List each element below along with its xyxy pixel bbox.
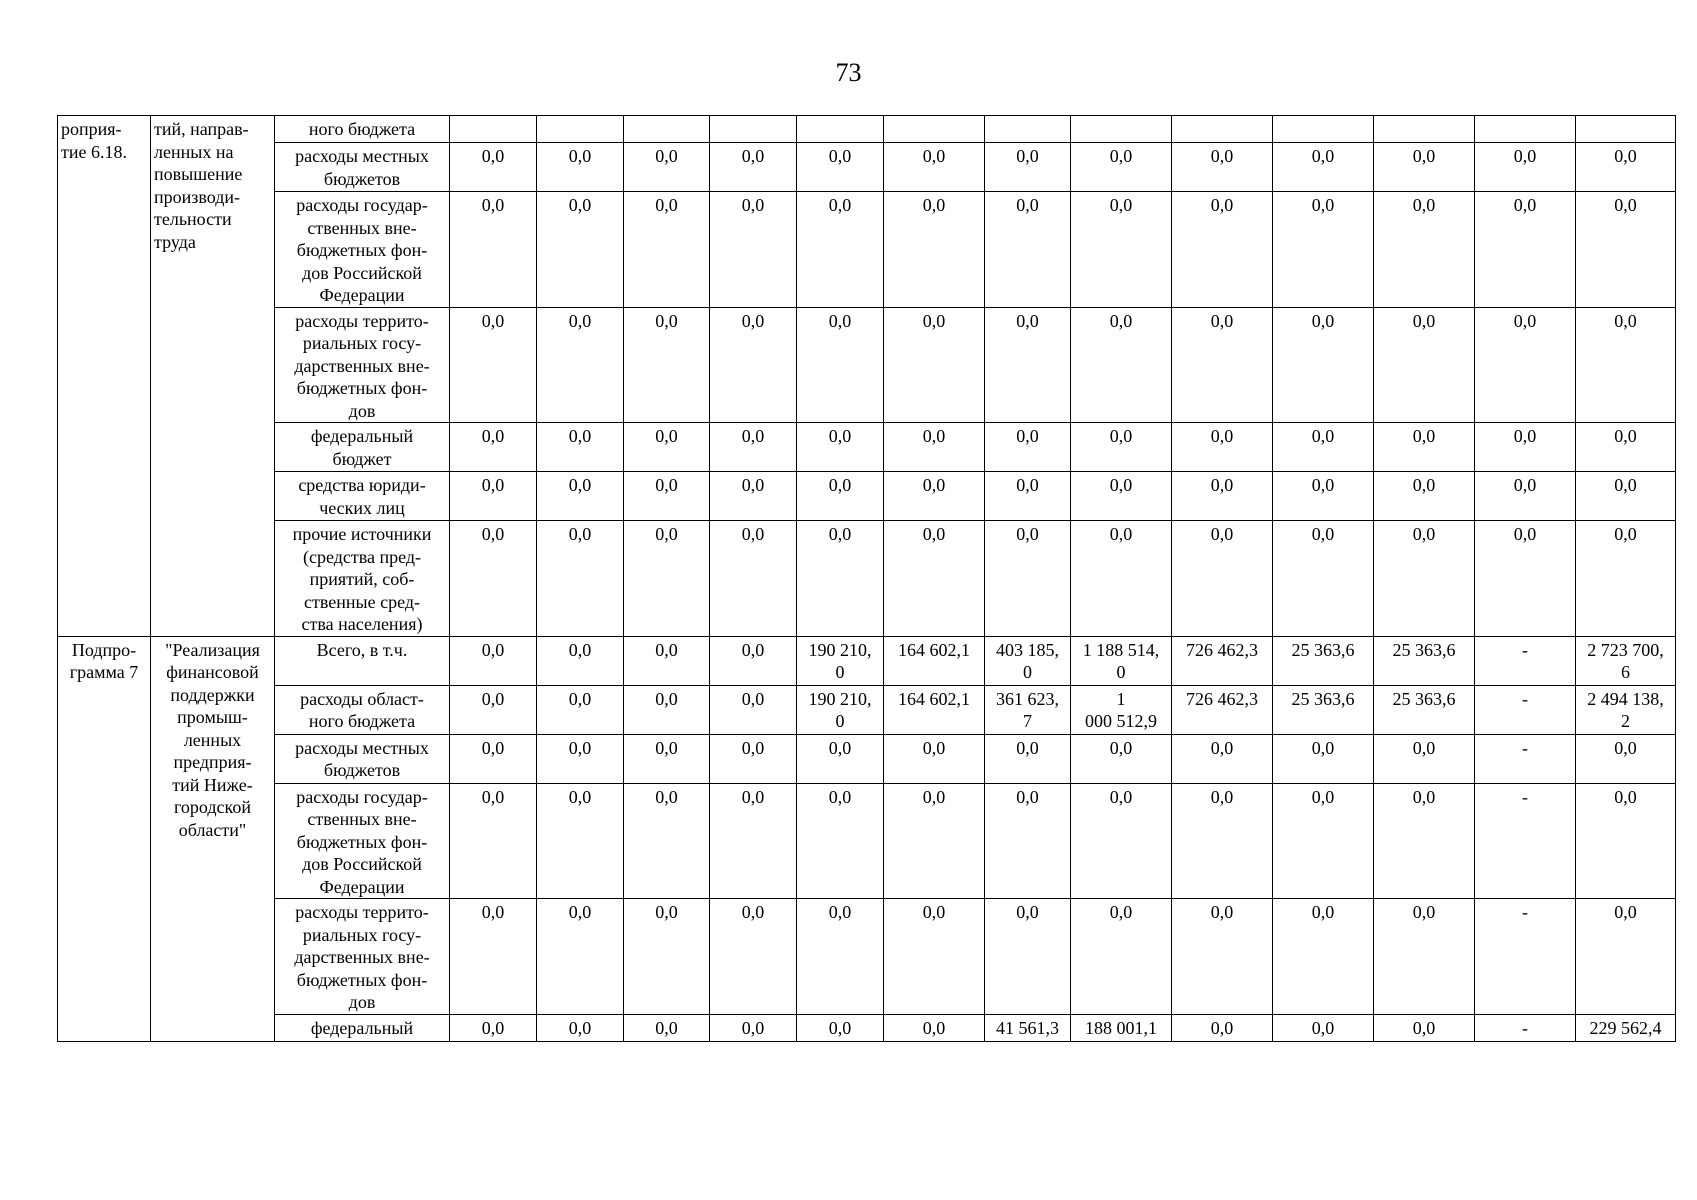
value-cell: 0,0 <box>1374 521 1475 637</box>
value-cell: 0,0 <box>1475 307 1576 423</box>
value-cell: 0,0 <box>710 192 797 308</box>
value-cell <box>1576 116 1676 143</box>
value-cell: 0,0 <box>537 899 624 1015</box>
measure-name-cell: тий, направ- ленных на повышение производи- тельности труда <box>151 116 275 637</box>
funding-source-cell: расходы террито- риальных госу- дарственных вне- бюджетных фон- дов <box>275 307 450 423</box>
value-cell: 0,0 <box>1172 423 1273 472</box>
value-cell: 0,0 <box>624 307 710 423</box>
page-number: 73 <box>835 58 862 87</box>
value-cell: 0,0 <box>1475 472 1576 521</box>
value-cell <box>1273 116 1374 143</box>
value-cell: 0,0 <box>624 783 710 899</box>
value-cell: 0,0 <box>1071 521 1172 637</box>
value-cell: 0,0 <box>1374 192 1475 308</box>
value-cell: 0,0 <box>710 1014 797 1041</box>
value-cell: 0,0 <box>1374 899 1475 1015</box>
value-cell: 0,0 <box>884 521 985 637</box>
value-cell: 0,0 <box>1273 192 1374 308</box>
value-cell: 25 363,6 <box>1374 685 1475 734</box>
value-cell: 0,0 <box>710 521 797 637</box>
table-row <box>58 116 1676 143</box>
value-cell: 361 623, 7 <box>985 685 1071 734</box>
value-cell: 0,0 <box>1576 472 1676 521</box>
value-cell: 188 001,1 <box>1071 1014 1172 1041</box>
value-cell: 0,0 <box>797 307 884 423</box>
table-row <box>58 1014 1676 1041</box>
table-row <box>58 783 1676 899</box>
value-cell: 0,0 <box>450 1014 537 1041</box>
value-cell: 0,0 <box>1374 423 1475 472</box>
value-cell: 2 494 138, 2 <box>1576 685 1676 734</box>
funding-source-cell: прочие источники (средства пред- приятий, соб- ственные сред- ства населения) <box>275 521 450 637</box>
value-cell: 41 561,3 <box>985 1014 1071 1041</box>
value-cell: 25 363,6 <box>1273 636 1374 685</box>
value-cell <box>1071 116 1172 143</box>
funding-source-cell: федеральный <box>275 1014 450 1041</box>
value-cell: 0,0 <box>1071 734 1172 783</box>
value-cell: 726 462,3 <box>1172 636 1273 685</box>
value-cell: 0,0 <box>710 734 797 783</box>
funding-source-cell: расходы местных бюджетов <box>275 143 450 192</box>
value-cell: 0,0 <box>1172 143 1273 192</box>
table-row <box>58 423 1676 472</box>
value-cell: 0,0 <box>1071 307 1172 423</box>
value-cell <box>1172 116 1273 143</box>
value-cell: 0,0 <box>884 307 985 423</box>
value-cell: 0,0 <box>1475 521 1576 637</box>
value-cell: 0,0 <box>797 192 884 308</box>
value-cell: 0,0 <box>1273 783 1374 899</box>
value-cell: 0,0 <box>884 143 985 192</box>
table-body <box>58 116 1676 1042</box>
value-cell: 0,0 <box>450 685 537 734</box>
value-cell: 0,0 <box>624 636 710 685</box>
value-cell: 25 363,6 <box>1374 636 1475 685</box>
value-cell: 0,0 <box>1172 899 1273 1015</box>
value-cell: 0,0 <box>1172 1014 1273 1041</box>
value-cell: 0,0 <box>985 307 1071 423</box>
value-cell: 0,0 <box>624 423 710 472</box>
value-cell: 190 210, 0 <box>797 685 884 734</box>
value-cell: 0,0 <box>537 423 624 472</box>
value-cell <box>884 116 985 143</box>
value-cell: 0,0 <box>797 521 884 637</box>
value-cell: 0,0 <box>985 899 1071 1015</box>
value-cell: 0,0 <box>450 423 537 472</box>
funding-source-cell: расходы государ- ственных вне- бюджетных фон- дов Российской Федерации <box>275 783 450 899</box>
value-cell: 0,0 <box>624 472 710 521</box>
value-cell: 0,0 <box>1273 472 1374 521</box>
value-cell: 0,0 <box>797 423 884 472</box>
value-cell: 0,0 <box>1172 307 1273 423</box>
value-cell: 0,0 <box>1071 423 1172 472</box>
funding-source-cell: Всего, в т.ч. <box>275 636 450 685</box>
value-cell: 0,0 <box>884 734 985 783</box>
funding-source-cell: расходы террито- риальных госу- дарственных вне- бюджетных фон- дов <box>275 899 450 1015</box>
value-cell: 0,0 <box>537 1014 624 1041</box>
funding-source-cell: средства юриди- ческих лиц <box>275 472 450 521</box>
value-cell: 0,0 <box>985 521 1071 637</box>
value-cell: - <box>1475 1014 1576 1041</box>
table-row <box>58 636 1676 685</box>
table-row <box>58 521 1676 637</box>
value-cell: 0,0 <box>1576 783 1676 899</box>
value-cell: 0,0 <box>1273 307 1374 423</box>
value-cell: 0,0 <box>624 899 710 1015</box>
value-cell: 0,0 <box>1071 783 1172 899</box>
table-row <box>58 472 1676 521</box>
value-cell: 0,0 <box>985 143 1071 192</box>
value-cell: 0,0 <box>884 783 985 899</box>
table-row <box>58 192 1676 308</box>
value-cell: 0,0 <box>537 783 624 899</box>
value-cell: 726 462,3 <box>1172 685 1273 734</box>
value-cell: 0,0 <box>624 685 710 734</box>
funding-source-cell: расходы государ- ственных вне- бюджетных фон- дов Российской Федерации <box>275 192 450 308</box>
value-cell <box>710 116 797 143</box>
value-cell: 0,0 <box>985 734 1071 783</box>
value-cell: 0,0 <box>450 899 537 1015</box>
value-cell: 0,0 <box>1172 472 1273 521</box>
value-cell: 0,0 <box>710 472 797 521</box>
value-cell: 0,0 <box>1071 143 1172 192</box>
measure-label-cell: Подпро- грамма 7 <box>58 636 151 1041</box>
value-cell: 0,0 <box>537 734 624 783</box>
table-row <box>58 899 1676 1015</box>
value-cell: 0,0 <box>537 636 624 685</box>
value-cell: 0,0 <box>1172 521 1273 637</box>
value-cell: 0,0 <box>884 899 985 1015</box>
value-cell: 0,0 <box>1071 899 1172 1015</box>
value-cell: 0,0 <box>1475 423 1576 472</box>
funding-source-cell: расходы местных бюджетов <box>275 734 450 783</box>
value-cell: 0,0 <box>1576 143 1676 192</box>
value-cell: - <box>1475 685 1576 734</box>
value-cell: 0,0 <box>1172 783 1273 899</box>
value-cell: - <box>1475 899 1576 1015</box>
value-cell: 190 210, 0 <box>797 636 884 685</box>
value-cell: 0,0 <box>1273 1014 1374 1041</box>
table-row <box>58 307 1676 423</box>
value-cell <box>797 116 884 143</box>
budget-table <box>57 115 1676 1042</box>
value-cell: 0,0 <box>1576 899 1676 1015</box>
value-cell <box>985 116 1071 143</box>
funding-source-cell: расходы област- ного бюджета <box>275 685 450 734</box>
funding-source-cell: федеральный бюджет <box>275 423 450 472</box>
value-cell: 0,0 <box>624 734 710 783</box>
funding-source-cell: ного бюджета <box>275 116 450 143</box>
value-cell: 0,0 <box>797 783 884 899</box>
value-cell: 0,0 <box>450 783 537 899</box>
value-cell <box>537 116 624 143</box>
value-cell <box>1374 116 1475 143</box>
value-cell: 0,0 <box>1475 143 1576 192</box>
value-cell <box>1475 116 1576 143</box>
value-cell: - <box>1475 636 1576 685</box>
value-cell: 0,0 <box>797 734 884 783</box>
value-cell: 25 363,6 <box>1273 685 1374 734</box>
value-cell: 0,0 <box>1273 423 1374 472</box>
value-cell: 0,0 <box>1273 521 1374 637</box>
value-cell: 0,0 <box>624 1014 710 1041</box>
value-cell: 0,0 <box>1576 521 1676 637</box>
value-cell: 0,0 <box>537 685 624 734</box>
value-cell: 0,0 <box>985 472 1071 521</box>
value-cell: 2 723 700, 6 <box>1576 636 1676 685</box>
value-cell: 0,0 <box>985 783 1071 899</box>
value-cell: 0,0 <box>710 636 797 685</box>
value-cell: 0,0 <box>537 521 624 637</box>
value-cell: 0,0 <box>884 192 985 308</box>
value-cell: 0,0 <box>1576 734 1676 783</box>
value-cell: 0,0 <box>710 685 797 734</box>
value-cell: 0,0 <box>797 899 884 1015</box>
value-cell: - <box>1475 734 1576 783</box>
value-cell: 0,0 <box>624 521 710 637</box>
value-cell: 0,0 <box>1576 192 1676 308</box>
value-cell: 0,0 <box>1576 307 1676 423</box>
value-cell: 0,0 <box>1374 734 1475 783</box>
value-cell: 0,0 <box>1374 1014 1475 1041</box>
table-row <box>58 685 1676 734</box>
measure-name-cell: "Реализация финансовой поддержки промыш- ленных предприя- тий Ниже- городской области" <box>151 636 275 1041</box>
value-cell: 0,0 <box>710 899 797 1015</box>
value-cell: 0,0 <box>1475 192 1576 308</box>
value-cell: 0,0 <box>450 143 537 192</box>
value-cell: 0,0 <box>624 143 710 192</box>
value-cell: 0,0 <box>1071 192 1172 308</box>
measure-label-cell: роприя- тие 6.18. <box>58 116 151 637</box>
value-cell: 0,0 <box>1374 143 1475 192</box>
value-cell: 0,0 <box>710 423 797 472</box>
table-row <box>58 734 1676 783</box>
value-cell: 0,0 <box>884 472 985 521</box>
value-cell: 0,0 <box>1576 423 1676 472</box>
value-cell: 0,0 <box>884 423 985 472</box>
value-cell: - <box>1475 783 1576 899</box>
value-cell: 0,0 <box>537 472 624 521</box>
value-cell: 0,0 <box>710 307 797 423</box>
value-cell: 0,0 <box>450 734 537 783</box>
value-cell: 1 000 512,9 <box>1071 685 1172 734</box>
value-cell: 0,0 <box>1273 899 1374 1015</box>
value-cell: 0,0 <box>710 143 797 192</box>
value-cell: 0,0 <box>710 783 797 899</box>
value-cell: 0,0 <box>624 192 710 308</box>
value-cell: 0,0 <box>1172 192 1273 308</box>
value-cell: 403 185, 0 <box>985 636 1071 685</box>
value-cell <box>450 116 537 143</box>
value-cell <box>624 116 710 143</box>
value-cell: 0,0 <box>1374 472 1475 521</box>
value-cell: 0,0 <box>884 1014 985 1041</box>
value-cell: 229 562,4 <box>1576 1014 1676 1041</box>
value-cell: 0,0 <box>797 472 884 521</box>
value-cell: 0,0 <box>1172 734 1273 783</box>
value-cell: 0,0 <box>797 143 884 192</box>
value-cell: 0,0 <box>450 472 537 521</box>
value-cell: 0,0 <box>1273 734 1374 783</box>
value-cell: 0,0 <box>450 307 537 423</box>
value-cell: 0,0 <box>985 192 1071 308</box>
value-cell: 0,0 <box>1374 783 1475 899</box>
value-cell: 0,0 <box>450 636 537 685</box>
value-cell: 164 602,1 <box>884 636 985 685</box>
value-cell: 0,0 <box>1071 472 1172 521</box>
value-cell: 0,0 <box>1374 307 1475 423</box>
table-row <box>58 143 1676 192</box>
value-cell: 0,0 <box>537 192 624 308</box>
value-cell: 0,0 <box>537 307 624 423</box>
value-cell: 0,0 <box>985 423 1071 472</box>
value-cell: 0,0 <box>537 143 624 192</box>
value-cell: 164 602,1 <box>884 685 985 734</box>
value-cell: 0,0 <box>450 521 537 637</box>
value-cell: 1 188 514, 0 <box>1071 636 1172 685</box>
value-cell: 0,0 <box>797 1014 884 1041</box>
value-cell: 0,0 <box>1273 143 1374 192</box>
value-cell: 0,0 <box>450 192 537 308</box>
